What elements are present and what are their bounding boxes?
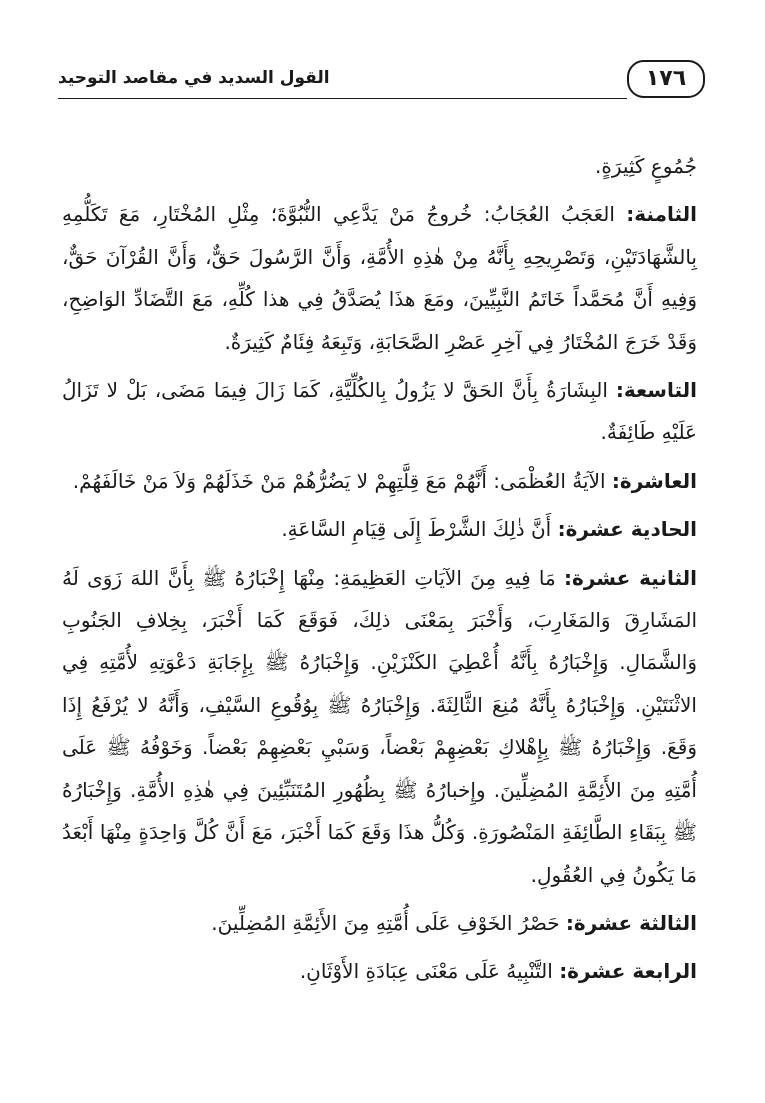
paragraph-text: العَجَبُ العُجَابُ: خُروجُ مَنْ يَدَّعِي النُّبُوَّةَ؛ مِثْلِ المُخْتَارِ، مَعَ تَكَلُّمِهِ بِالشَّهَادَتَيْنِ، وَتَصْرِيحِهِ بِأَنَّهُ مِنْ هٰذِهِ الأُمَّةِ، وَأَنَّ الرَّسُولَ حَقٌّ، وَأَنَّ القُرْآنَ حَقٌّ، وَفِيهِ أَنَّ مُحَمَّداً خَاتَمُ النَّبِيِّينَ، ومَعَ هذَا يُصَدَّقُ فِي هذا كُلِّهِ، مَعَ التَّضَادِّ الوَاضِحِ، وَقَدْ خَرَجَ المُخْتَارُ فِي آخِرِ عَصْرِ الصَّحَابَةِ، وَتَبِعَهُ فِئَامٌ كَثِيرَةٌ. [62,202,697,354]
running-title: القول السديد في مقاصد التوحيد [58,68,330,88]
page-header [58,60,707,102]
paragraph-eighth [62,193,697,363]
paragraph-eleventh [62,508,697,550]
paragraph-fourteenth [62,950,697,992]
page-body [62,145,697,993]
opening-line: جُمُوعٍ كَثِيرَةٍ. [594,154,697,178]
paragraph-label: العاشرة: [611,468,697,493]
paragraph-text: الآيَةُ العُظْمَى: أَنَّهُمْ مَعَ قِلَّتِهِمْ لا يَضُرُّهُمْ مَنْ خَذَلَهُمْ وَلاَ مَنْ خَالَفَهُمْ. [72,468,606,493]
paragraph-label: الثالثة عشرة: [565,910,697,935]
paragraph-label: الثامنة: [626,202,698,227]
paragraph-label: الحادية عشرة: [557,517,697,542]
paragraph-tenth [62,460,697,502]
paragraph-text: مَا فِيهِ مِنَ الآيَاتِ العَظِيمَةِ: مِنْهَا إِخْبَارُهُ ﷺ بِأَنَّ اللهَ زَوَى لَهُ المَشَارِقَ وَالمَغَارِبَ، وَأَخْبَرَ بِمَعْنَى ذلِكَ، فَوَقَعَ كَمَا أَخْبَرَ، بِخِلافِ الجَنُوبِ وَالشَّمَالِ. وَإِخْبَارُهُ بِأَنَّهُ أُعْطِيَ الكَنْزَيْنِ. وَإِخْبَارُهُ ﷺ بِإِجَابَةِ دَعْوَتِهِ لأُمَّتِهِ فِي الاثْنَتَيْنِ. وَإِخْبَارُهُ بِأَنَّهُ مُنِعَ الثَّالِثَةَ. وَإِخْبَارُهُ ﷺ بِوُقُوعِ السَّيْفِ، وَأَنَّهُ لا يُرْفَعُ إِذَا وَقَعَ. وَإِخْبَارُهُ ﷺ بِإِهْلاكِ بَعْضِهِمْ بَعْضاً، وَسَبْيِ بَعْضِهِمْ بَعْضاً. وَخَوْفُهُ ﷺ عَلَى أُمَّتِهِ مِنَ الأَئِمَّةِ المُضِلِّينَ. وإِخبارُهُ ﷺ بِظُهُورِ المُتَنَبِّئِينَ فِي هٰذِهِ الأُمَّةِ. وَإِخْبَارُهُ ﷺ بِبَقَاءِ الطَّائِفَةِ المَنْصُورَةِ. وَكُلُّ هذَا وَقَعَ كَمَا أَخْبَرَ، مَعَ أَنَّ كُلَّ وَاحِدَةٍ مِنْهَا أَبْعَدُ مَا يَكُونُ فِي العُقُولِ. [62,565,697,887]
paragraph-label: الرابعة عشرة: [559,959,697,984]
page-number: ١٧٦ [627,60,705,98]
paragraph-label: الثانية عشرة: [564,565,698,590]
paragraph-text: حَصْرُ الخَوْفِ عَلَى أُمَّتِهِ مِنَ الأَئِمَّةِ المُضِلِّينَ. [211,910,560,935]
header-rule [58,98,627,99]
paragraph-ninth [62,369,697,454]
paragraph-text: التَّنْبِيهُ عَلَى مَعْنَى عِبَادَةِ الأَوْثَانِ. [299,959,553,984]
paragraph-text: البِشَارَةُ بِأَنَّ الحَقَّ لا يَزُولُ بِالكُلِّيَّةِ، كَمَا زَالَ فِيمَا مَضَى، بَلْ لا تَزَالُ عَلَيْهِ طَائِفَةٌ. [62,378,697,445]
paragraph-text: أَنَّ ذٰلِكَ الشَّرْطَ إِلَى قِيَامِ السَّاعَةِ. [281,517,552,542]
paragraph-thirteenth [62,902,697,944]
paragraph-label: التاسعة: [615,378,697,403]
paragraph-twelfth [62,557,697,896]
